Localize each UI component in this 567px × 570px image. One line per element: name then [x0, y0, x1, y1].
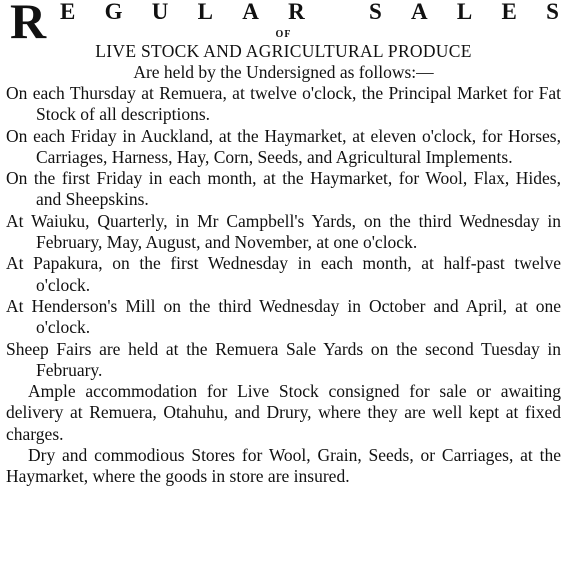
drop-cap-letter: R [10, 0, 47, 49]
heading [6, 0, 561, 49]
sale-entry: On each Friday in Auckland, at the Haymarket, at eleven o'clock, for Horses, Carriages, Harness, Hay, Corn, Seeds, and Agricultural Implements. [6, 125, 561, 167]
sale-entry: On the first Friday in each month, at the Haymarket, for Wool, Flax, Hides, and Sheepskins. [6, 168, 561, 210]
title-letter: U [151, 0, 169, 24]
title-letter: E [60, 0, 76, 24]
sale-entry: On each Thursday at Remuera, at twelve o'clock, the Principal Market for Fat Stock of all descriptions. [6, 83, 561, 125]
heading-of: OF [275, 29, 292, 40]
title-letter: A [411, 0, 428, 24]
title-letter: A [242, 0, 259, 24]
spaced-title [60, 0, 559, 24]
sale-entry: At Waiuku, Quarterly, in Mr Campbell's Yards, on the third Wednesday in February, May, August, and November, at one o'clock. [6, 210, 561, 253]
title-letter: E [501, 0, 517, 24]
stores-paragraph: Dry and commodious Stores for Wool, Grain, Seeds, or Carriages, at the Haymarket, where the goods in store are insured. [6, 445, 561, 487]
accommodation-paragraph: Ample accommodation for Live Stock consigned for sale or awaiting delivery at Remuera, Otahuhu, and Drury, where they are well kept at fixed charges. [6, 381, 561, 444]
intro-line: Are held by the Undersigned as follows:— [133, 62, 434, 82]
title-letter: S [546, 0, 559, 24]
title-letter: R [288, 0, 305, 24]
title-letter: G [104, 0, 123, 24]
title-letter: L [456, 0, 473, 24]
subtitle: LIVE STOCK AND AGRICULTURAL PRODUCE [95, 41, 472, 61]
sale-entry: At Papakura, on the first Wednesday in each month, at half-past twelve o'clock. [6, 253, 561, 295]
title-gap [334, 0, 340, 24]
title-letter: L [197, 0, 213, 24]
sale-entry: At Henderson's Mill on the third Wednesday in October and April, at one o'clock. [6, 295, 561, 338]
sale-entry: Sheep Fairs are held at the Remuera Sale Yards on the second Tuesday in February. [6, 338, 561, 380]
title-letter: S [368, 0, 382, 24]
